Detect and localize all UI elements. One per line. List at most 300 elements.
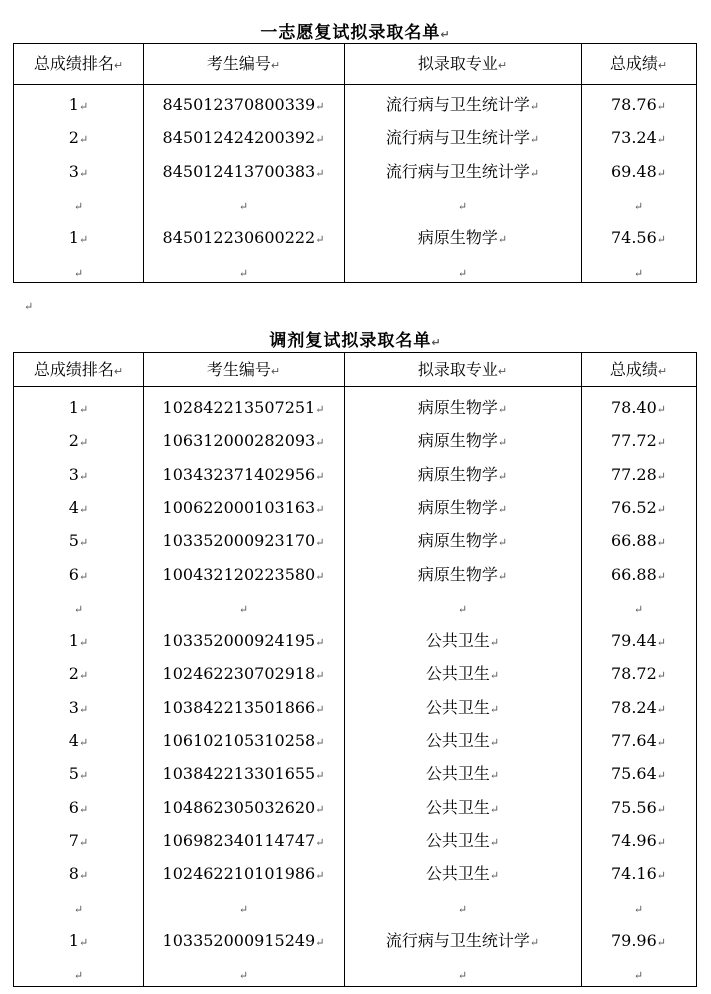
cell-text: 3 xyxy=(68,161,79,181)
paragraph-mark: ↵ xyxy=(315,436,325,450)
header-divider xyxy=(14,386,696,387)
header-text: 总成绩排名 xyxy=(33,360,114,379)
cell-text: 102462210101986 xyxy=(162,864,316,884)
cell-text: 74.56 xyxy=(610,228,657,248)
cell-text: 5 xyxy=(68,764,79,784)
header-text: 总成绩 xyxy=(609,360,658,379)
table-row xyxy=(14,558,696,591)
section1-title-text: 一志愿复试拟录取名单 xyxy=(260,23,441,43)
header-rank xyxy=(14,353,143,386)
cell-rank xyxy=(14,155,143,188)
cell-text: 公共卫生 xyxy=(425,830,490,850)
paragraph-mark: ↵ xyxy=(633,199,644,213)
cell-text: 公共卫生 xyxy=(425,631,490,651)
cell-text: 流行病与卫生统计学 xyxy=(385,161,530,181)
paragraph-mark: ↵ xyxy=(656,536,667,550)
header-candidate-id xyxy=(143,44,344,84)
cell-rank xyxy=(14,591,143,624)
paragraph-mark: ↵ xyxy=(497,403,508,416)
paragraph-mark: ↵ xyxy=(78,536,89,550)
paragraph-mark: ↵ xyxy=(633,602,644,616)
cell-text: 流行病与卫生统计学 xyxy=(385,128,530,148)
cell-total-score xyxy=(581,391,696,424)
paragraph-mark: ↵ xyxy=(489,736,500,749)
cell-rank xyxy=(14,524,143,557)
paragraph-mark: ↵ xyxy=(656,569,667,583)
cell-total-score xyxy=(581,957,696,990)
cell-total-score xyxy=(581,155,696,188)
paragraph-mark: ↵ xyxy=(497,469,508,483)
cell-text: 1 xyxy=(68,631,79,651)
cell-rank xyxy=(14,121,143,154)
header-text: 考生编号 xyxy=(206,360,271,379)
paragraph-mark: ↵ xyxy=(78,736,89,749)
cell-text: 106312000282093 xyxy=(162,431,316,451)
paragraph-mark: ↵ xyxy=(656,736,667,749)
paragraph-mark: ↵ xyxy=(656,403,667,416)
paragraph-mark: ↵ xyxy=(78,133,89,147)
paragraph-mark: ↵ xyxy=(497,233,508,247)
cell-total-score xyxy=(581,524,696,557)
table-row xyxy=(14,957,696,990)
table-row xyxy=(14,391,696,424)
header-divider xyxy=(14,84,696,85)
cell-candidate-id xyxy=(143,391,344,424)
paragraph-mark: ↵ xyxy=(315,769,325,783)
cell-text: 66.88 xyxy=(610,531,657,551)
cell-text: 77.72 xyxy=(610,431,657,451)
paragraph-mark: ↵ xyxy=(529,133,540,147)
table-row xyxy=(14,221,696,254)
cell-total-score xyxy=(581,791,696,824)
paragraph-mark: ↵ xyxy=(24,300,34,313)
cell-text: 106102105310258 xyxy=(162,731,316,750)
paragraph-mark: ↵ xyxy=(489,869,500,883)
cell-text: 病原生物学 xyxy=(417,564,498,584)
header-text: 总成绩排名 xyxy=(33,54,114,73)
cell-text: 78.24 xyxy=(610,697,657,717)
cell-rank xyxy=(14,424,143,457)
table-row xyxy=(14,691,696,724)
table-row xyxy=(14,524,696,557)
cell-rank xyxy=(14,458,143,491)
paragraph-mark: ↵ xyxy=(315,736,325,749)
cell-text: 103352000923170 xyxy=(162,531,316,551)
table-row xyxy=(14,924,696,957)
table-row xyxy=(14,424,696,457)
paragraph-mark: ↵ xyxy=(315,935,325,949)
cell-text: 73.24 xyxy=(610,128,657,148)
paragraph-mark: ↵ xyxy=(633,266,644,280)
paragraph-mark: ↵ xyxy=(78,502,89,516)
cell-candidate-id xyxy=(143,791,344,824)
cell-rank xyxy=(14,691,143,724)
paragraph-mark: ↵ xyxy=(238,266,249,280)
cell-rank xyxy=(14,491,143,524)
cell-text: 78.72 xyxy=(610,664,657,684)
table-row xyxy=(14,458,696,491)
table-row xyxy=(14,88,696,121)
paragraph-mark: ↵ xyxy=(78,835,89,849)
paragraph-mark: ↵ xyxy=(497,436,508,450)
cell-rank xyxy=(14,724,143,757)
cell-text: 病原生物学 xyxy=(417,431,498,451)
paragraph-mark: ↵ xyxy=(489,669,500,683)
cell-text: 78.40 xyxy=(610,398,657,417)
header-text: 拟录取专业 xyxy=(417,54,498,73)
cell-text: 103842213501866 xyxy=(162,697,316,717)
paragraph-mark: ↵ xyxy=(489,835,500,849)
cell-candidate-id xyxy=(143,724,344,757)
cell-major xyxy=(344,491,581,524)
cell-text: 病原生物学 xyxy=(417,497,498,517)
paragraph-mark: ↵ xyxy=(497,569,508,583)
cell-candidate-id xyxy=(143,88,344,121)
cell-candidate-id xyxy=(143,558,344,591)
first-choice-admission-table xyxy=(13,43,697,283)
paragraph-mark: ↵ xyxy=(238,199,249,213)
cell-total-score xyxy=(581,857,696,890)
cell-total-score xyxy=(581,255,696,288)
paragraph-mark: ↵ xyxy=(529,166,540,180)
paragraph-mark: ↵ xyxy=(315,100,325,113)
cell-text: 2 xyxy=(68,664,79,684)
cell-total-score xyxy=(581,624,696,657)
cell-total-score xyxy=(581,824,696,857)
cell-text: 2 xyxy=(68,431,79,451)
paragraph-mark: ↵ xyxy=(457,199,468,213)
cell-candidate-id xyxy=(143,824,344,857)
cell-candidate-id xyxy=(143,957,344,990)
cell-text: 4 xyxy=(68,731,79,750)
cell-text: 69.48 xyxy=(610,161,657,181)
adjustment-admission-table xyxy=(13,352,697,987)
paragraph-mark: ↵ xyxy=(656,100,667,113)
cell-text: 流行病与卫生统计学 xyxy=(385,95,530,114)
paragraph-mark: ↵ xyxy=(315,802,325,816)
paragraph-mark: ↵ xyxy=(238,969,249,983)
paragraph-mark: ↵ xyxy=(78,669,89,683)
paragraph-mark: ↵ xyxy=(78,802,89,816)
cell-candidate-id xyxy=(143,891,344,924)
paragraph-mark: ↵ xyxy=(315,636,325,650)
paragraph-mark: ↵ xyxy=(73,199,84,213)
table-row xyxy=(14,891,696,924)
cell-major xyxy=(344,188,581,221)
paragraph-mark: ↵ xyxy=(656,802,667,816)
table-row xyxy=(14,724,696,757)
cell-total-score xyxy=(581,924,696,957)
cell-major xyxy=(344,458,581,491)
cell-candidate-id xyxy=(143,657,344,690)
cell-text: 1 xyxy=(68,228,79,248)
paragraph-mark: ↵ xyxy=(270,59,281,72)
header-text: 拟录取专业 xyxy=(417,360,498,379)
paragraph-mark: ↵ xyxy=(315,702,325,716)
cell-major xyxy=(344,391,581,424)
paragraph-mark: ↵ xyxy=(656,469,667,483)
cell-text: 103432371402956 xyxy=(162,464,316,484)
header-candidate-id xyxy=(143,353,344,386)
paragraph-mark: ↵ xyxy=(73,266,84,280)
paragraph-mark: ↵ xyxy=(497,536,508,550)
header-rank xyxy=(14,44,143,84)
header-total-score xyxy=(581,353,696,386)
paragraph-mark: ↵ xyxy=(656,502,667,516)
paragraph-mark: ↵ xyxy=(656,436,667,450)
paragraph-mark: ↵ xyxy=(529,935,540,949)
paragraph-mark: ↵ xyxy=(633,902,644,916)
cell-text: 75.56 xyxy=(610,797,657,817)
cell-rank xyxy=(14,657,143,690)
cell-major xyxy=(344,255,581,288)
table-row xyxy=(14,757,696,790)
cell-total-score xyxy=(581,558,696,591)
table-row xyxy=(14,824,696,857)
paragraph-mark: ↵ xyxy=(78,636,89,650)
cell-text: 3 xyxy=(68,697,79,717)
paragraph-mark: ↵ xyxy=(78,166,89,180)
cell-major xyxy=(344,957,581,990)
paragraph-mark: ↵ xyxy=(78,769,89,783)
paragraph-mark: ↵ xyxy=(113,365,124,378)
cell-text: 102462230702918 xyxy=(162,664,316,684)
paragraph-mark: ↵ xyxy=(78,436,89,450)
table-row xyxy=(14,121,696,154)
cell-text: 102842213507251 xyxy=(162,398,316,417)
paragraph-mark: ↵ xyxy=(656,669,667,683)
paragraph-mark: ↵ xyxy=(656,233,667,247)
cell-text: 公共卫生 xyxy=(425,764,490,784)
cell-rank xyxy=(14,624,143,657)
cell-text: 75.64 xyxy=(610,764,657,784)
cell-text: 79.44 xyxy=(610,631,657,651)
paragraph-mark: ↵ xyxy=(656,133,667,147)
cell-rank xyxy=(14,791,143,824)
cell-text: 1 xyxy=(68,930,79,950)
paragraph-mark: ↵ xyxy=(73,602,84,616)
cell-text: 公共卫生 xyxy=(425,697,490,717)
cell-text: 公共卫生 xyxy=(425,664,490,684)
table-row xyxy=(14,188,696,221)
header-row xyxy=(14,353,696,386)
cell-total-score xyxy=(581,121,696,154)
paragraph-mark: ↵ xyxy=(489,769,500,783)
cell-candidate-id xyxy=(143,524,344,557)
paragraph-mark: ↵ xyxy=(657,59,668,72)
cell-major xyxy=(344,624,581,657)
paragraph-mark: ↵ xyxy=(489,636,500,650)
header-text: 总成绩 xyxy=(609,54,658,73)
cell-major xyxy=(344,857,581,890)
paragraph-mark: ↵ xyxy=(315,166,325,180)
cell-major xyxy=(344,924,581,957)
paragraph-mark: ↵ xyxy=(315,133,325,147)
cell-rank xyxy=(14,924,143,957)
table-row xyxy=(14,624,696,657)
cell-text: 100622000103163 xyxy=(162,497,316,517)
cell-text: 77.28 xyxy=(610,464,657,484)
cell-total-score xyxy=(581,657,696,690)
cell-text: 74.96 xyxy=(610,830,657,850)
cell-text: 病原生物学 xyxy=(417,398,498,417)
paragraph-mark: ↵ xyxy=(657,365,668,378)
cell-total-score xyxy=(581,724,696,757)
cell-text: 845012230600222 xyxy=(162,228,316,248)
paragraph-mark: ↵ xyxy=(497,365,508,378)
cell-text: 1 xyxy=(68,95,79,114)
cell-major xyxy=(344,591,581,624)
paragraph-mark: ↵ xyxy=(457,602,468,616)
table-row xyxy=(14,491,696,524)
header-total-score xyxy=(581,44,696,84)
cell-total-score xyxy=(581,88,696,121)
cell-rank xyxy=(14,857,143,890)
paragraph-mark: ↵ xyxy=(73,969,84,983)
paragraph-mark: ↵ xyxy=(440,28,451,41)
cell-major xyxy=(344,155,581,188)
cell-total-score xyxy=(581,691,696,724)
cell-text: 77.64 xyxy=(610,731,657,750)
cell-text: 103352000924195 xyxy=(162,631,316,651)
section1-title xyxy=(0,18,711,43)
cell-text: 流行病与卫生统计学 xyxy=(385,930,530,950)
paragraph-mark: ↵ xyxy=(315,835,325,849)
paragraph-mark: ↵ xyxy=(113,59,124,72)
cell-total-score xyxy=(581,757,696,790)
cell-candidate-id xyxy=(143,757,344,790)
cell-major xyxy=(344,657,581,690)
cell-text: 8 xyxy=(68,864,79,884)
table-row xyxy=(14,155,696,188)
paragraph-mark: ↵ xyxy=(315,469,325,483)
cell-text: 106982340114747 xyxy=(162,830,316,850)
cell-text: 5 xyxy=(68,531,79,551)
paragraph-mark: ↵ xyxy=(656,769,667,783)
cell-rank xyxy=(14,757,143,790)
paragraph-mark: ↵ xyxy=(78,403,89,416)
paragraph-mark: ↵ xyxy=(73,902,84,916)
cell-candidate-id xyxy=(143,591,344,624)
cell-major xyxy=(344,824,581,857)
cell-candidate-id xyxy=(143,188,344,221)
cell-total-score xyxy=(581,891,696,924)
cell-major xyxy=(344,724,581,757)
section2-title xyxy=(0,326,711,351)
cell-total-score xyxy=(581,424,696,457)
paragraph-mark: ↵ xyxy=(633,969,644,983)
table-row xyxy=(14,857,696,890)
cell-text: 2 xyxy=(68,128,79,148)
cell-rank xyxy=(14,88,143,121)
cell-text: 103352000915249 xyxy=(162,930,316,950)
cell-text: 6 xyxy=(68,797,79,817)
paragraph-mark: ↵ xyxy=(457,969,468,983)
header-major xyxy=(344,353,581,386)
paragraph-mark: ↵ xyxy=(457,266,468,280)
paragraph-mark: ↵ xyxy=(270,365,281,378)
cell-text: 845012424200392 xyxy=(162,128,316,148)
cell-total-score xyxy=(581,491,696,524)
cell-text: 公共卫生 xyxy=(425,797,490,817)
paragraph-mark: ↵ xyxy=(656,935,667,949)
paragraph-mark: ↵ xyxy=(656,835,667,849)
cell-major xyxy=(344,891,581,924)
paragraph-mark: ↵ xyxy=(315,869,325,883)
cell-major xyxy=(344,691,581,724)
cell-major xyxy=(344,121,581,154)
cell-candidate-id xyxy=(143,624,344,657)
paragraph-mark: ↵ xyxy=(78,469,89,483)
paragraph-mark: ↵ xyxy=(315,502,325,516)
cell-candidate-id xyxy=(143,691,344,724)
cell-total-score xyxy=(581,221,696,254)
paragraph-mark: ↵ xyxy=(315,569,325,583)
paragraph-mark: ↵ xyxy=(529,100,540,113)
paragraph-mark: ↵ xyxy=(489,802,500,816)
paragraph-mark: ↵ xyxy=(656,166,667,180)
paragraph-mark: ↵ xyxy=(656,869,667,883)
cell-total-score xyxy=(581,188,696,221)
cell-text: 79.96 xyxy=(610,930,657,950)
cell-text: 66.88 xyxy=(610,564,657,584)
cell-rank xyxy=(14,188,143,221)
paragraph-mark: ↵ xyxy=(489,702,500,716)
cell-text: 104862305032620 xyxy=(162,797,316,817)
paragraph-mark: ↵ xyxy=(78,702,89,716)
cell-candidate-id xyxy=(143,121,344,154)
cell-major xyxy=(344,524,581,557)
paragraph-mark: ↵ xyxy=(78,569,89,583)
cell-candidate-id xyxy=(143,458,344,491)
paragraph-mark: ↵ xyxy=(457,902,468,916)
paragraph-mark: ↵ xyxy=(656,702,667,716)
cell-text: 7 xyxy=(68,830,79,850)
cell-rank xyxy=(14,391,143,424)
paragraph-mark: ↵ xyxy=(431,336,442,349)
cell-text: 病原生物学 xyxy=(417,228,498,248)
table-row xyxy=(14,591,696,624)
cell-text: 6 xyxy=(68,564,79,584)
cell-major xyxy=(344,558,581,591)
table-row xyxy=(14,791,696,824)
paragraph-mark: ↵ xyxy=(78,869,89,883)
paragraph-mark: ↵ xyxy=(497,502,508,516)
cell-major xyxy=(344,791,581,824)
cell-major xyxy=(344,424,581,457)
cell-rank xyxy=(14,891,143,924)
cell-total-score xyxy=(581,591,696,624)
cell-candidate-id xyxy=(143,424,344,457)
cell-text: 3 xyxy=(68,464,79,484)
cell-text: 4 xyxy=(68,497,79,517)
cell-candidate-id xyxy=(143,155,344,188)
paragraph-mark: ↵ xyxy=(238,902,249,916)
paragraph-mark: ↵ xyxy=(78,100,89,113)
cell-text: 78.76 xyxy=(610,95,657,114)
header-row xyxy=(14,44,696,84)
cell-candidate-id xyxy=(143,924,344,957)
cell-text: 76.52 xyxy=(610,497,657,517)
paragraph-mark: ↵ xyxy=(315,536,325,550)
cell-major xyxy=(344,757,581,790)
cell-rank xyxy=(14,558,143,591)
cell-text: 病原生物学 xyxy=(417,464,498,484)
paragraph-mark: ↵ xyxy=(315,669,325,683)
cell-text: 公共卫生 xyxy=(425,731,490,750)
paragraph-mark: ↵ xyxy=(315,233,325,247)
cell-text: 公共卫生 xyxy=(425,864,490,884)
